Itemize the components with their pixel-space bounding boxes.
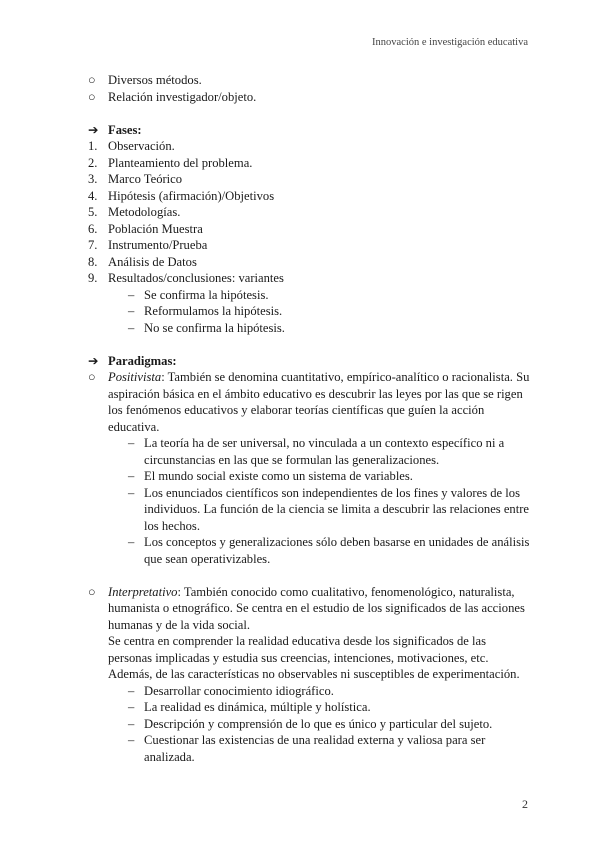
list-item-text: No se confirma la hipótesis. [144, 320, 285, 335]
list-item-text: La realidad es dinámica, múltiple y holística. [144, 700, 371, 714]
list-item [88, 485, 530, 535]
dash-bullet-icon: – [128, 733, 135, 747]
list-item [88, 732, 530, 765]
list-number: 5. [88, 205, 98, 219]
paragraph: Interpretativo: También conocido como cualitativo, fenomenológico, naturalista, humanista o etnográfico. Se centra en el estudio de los significados de las acciones humanas y de la vida social. [108, 584, 525, 632]
list-item [88, 138, 530, 155]
dash-bullet-icon: – [128, 469, 135, 483]
paradigm-term: Interpretativo [108, 584, 178, 599]
dash-bullet-icon: – [128, 304, 135, 318]
list-item [88, 89, 530, 106]
list-item-text: Población Muestra [108, 221, 203, 236]
list-item [88, 270, 530, 287]
list-item [88, 699, 530, 716]
paragraph: Se centra en comprender la realidad educativa desde los significados de las personas implicadas y estudia sus creencias, intenciones, motivaciones, etc. Además, de las características no observables ni susceptibles de experimentación. [108, 634, 520, 681]
list-item [88, 188, 530, 205]
dash-bullet-icon: – [128, 716, 135, 731]
list-item [88, 435, 530, 468]
list-item-text: Se confirma la hipótesis. [144, 287, 269, 302]
dash-bullet-icon: – [128, 485, 135, 500]
list-item-text: El mundo social existe como un sistema de variables. [144, 469, 413, 483]
list-item-text: Cuestionar las existencias de una realidad externa y valiosa para ser analizada. [144, 733, 486, 764]
list-item-text: Descripción y comprensión de lo que es único y particular del sujeto. [144, 716, 493, 731]
section-heading-paradigmas: ➔ Paradigmas: [88, 353, 177, 368]
arrow-icon: ➔ [88, 122, 99, 137]
dash-bullet-icon: – [128, 320, 135, 335]
circle-bullet-icon: ○ [88, 584, 96, 599]
list-number: 4. [88, 188, 98, 203]
list-number: 8. [88, 254, 98, 269]
list-item-text: Los enunciados científicos son independientes de los fines y valores de los individuos. La función de la ciencia se limita a descubrir las relaciones entre los hechos. [144, 485, 530, 533]
list-item-text: Marco Teórico [108, 172, 183, 186]
section-heading-fases: ➔ Fases: [88, 122, 142, 137]
list-item [88, 155, 530, 172]
list-item [88, 171, 530, 188]
list-number: 2. [88, 155, 98, 170]
paradigm-interpretativo [88, 584, 530, 683]
list-item-text: Resultados/conclusiones: variantes [108, 271, 284, 285]
list-item [88, 221, 530, 238]
paradigm-term: Positivista [108, 370, 162, 384]
circle-bullet-icon: ○ [88, 89, 96, 104]
list-item-text: La teoría ha de ser universal, no vinculada a un contexto específico ni a circunstancias en las que se formulan las generalizaciones. [144, 436, 505, 467]
list-item-text: Planteamiento del problema. [108, 155, 253, 170]
dash-bullet-icon: – [128, 287, 135, 302]
list-item-text: Relación investigador/objeto. [108, 89, 257, 104]
list-item [88, 468, 530, 485]
list-number: 6. [88, 221, 98, 236]
list-item [88, 237, 530, 254]
list-item [88, 716, 530, 733]
document-header: Innovación e investigación educativa [372, 37, 528, 48]
list-item-text: Los conceptos y generalizaciones sólo deben basarse en unidades de análisis que sean operativizables. [144, 535, 530, 566]
page-number: 2 [522, 797, 528, 811]
dash-bullet-icon: – [128, 700, 135, 714]
list-item-text: Instrumento/Prueba [108, 238, 208, 252]
arrow-icon: ➔ [88, 353, 99, 368]
list-item [88, 320, 530, 337]
list-item-text: Observación. [108, 139, 175, 153]
list-item-text: Reformulamos la hipótesis. [144, 304, 283, 318]
list-number: 1. [88, 139, 98, 153]
circle-bullet-icon: ○ [88, 370, 96, 384]
dash-bullet-icon: – [128, 535, 135, 549]
list-item-text: Desarrollar conocimiento idiográfico. [144, 683, 334, 698]
list-item-text: Diversos métodos. [108, 73, 202, 87]
dash-bullet-icon: – [128, 436, 135, 450]
paragraph: Positivista: También se denomina cuantitativo, empírico-analítico o racionalista. Su aspiración básica en el ámbito educativo es descubrir las leyes por las que se rigen los fenómenos educativos y elaborar teorías científicas que guíen la acción educativa. [108, 370, 530, 434]
list-item [88, 683, 530, 700]
list-item [88, 303, 530, 320]
circle-bullet-icon: ○ [88, 73, 96, 87]
list-item [88, 287, 530, 304]
list-item [88, 72, 530, 89]
paradigm-positivista [88, 369, 530, 435]
dash-bullet-icon: – [128, 683, 135, 698]
list-item-text: Hipótesis (afirmación)/Objetivos [108, 188, 275, 203]
list-item [88, 204, 530, 221]
list-item-text: Metodologías. [108, 205, 181, 219]
list-item-text: Análisis de Datos [108, 254, 197, 269]
list-number: 9. [88, 271, 98, 285]
page-content [88, 72, 530, 765]
list-item [88, 534, 530, 567]
list-number: 7. [88, 238, 98, 252]
list-item [88, 254, 530, 271]
list-number: 3. [88, 172, 98, 186]
